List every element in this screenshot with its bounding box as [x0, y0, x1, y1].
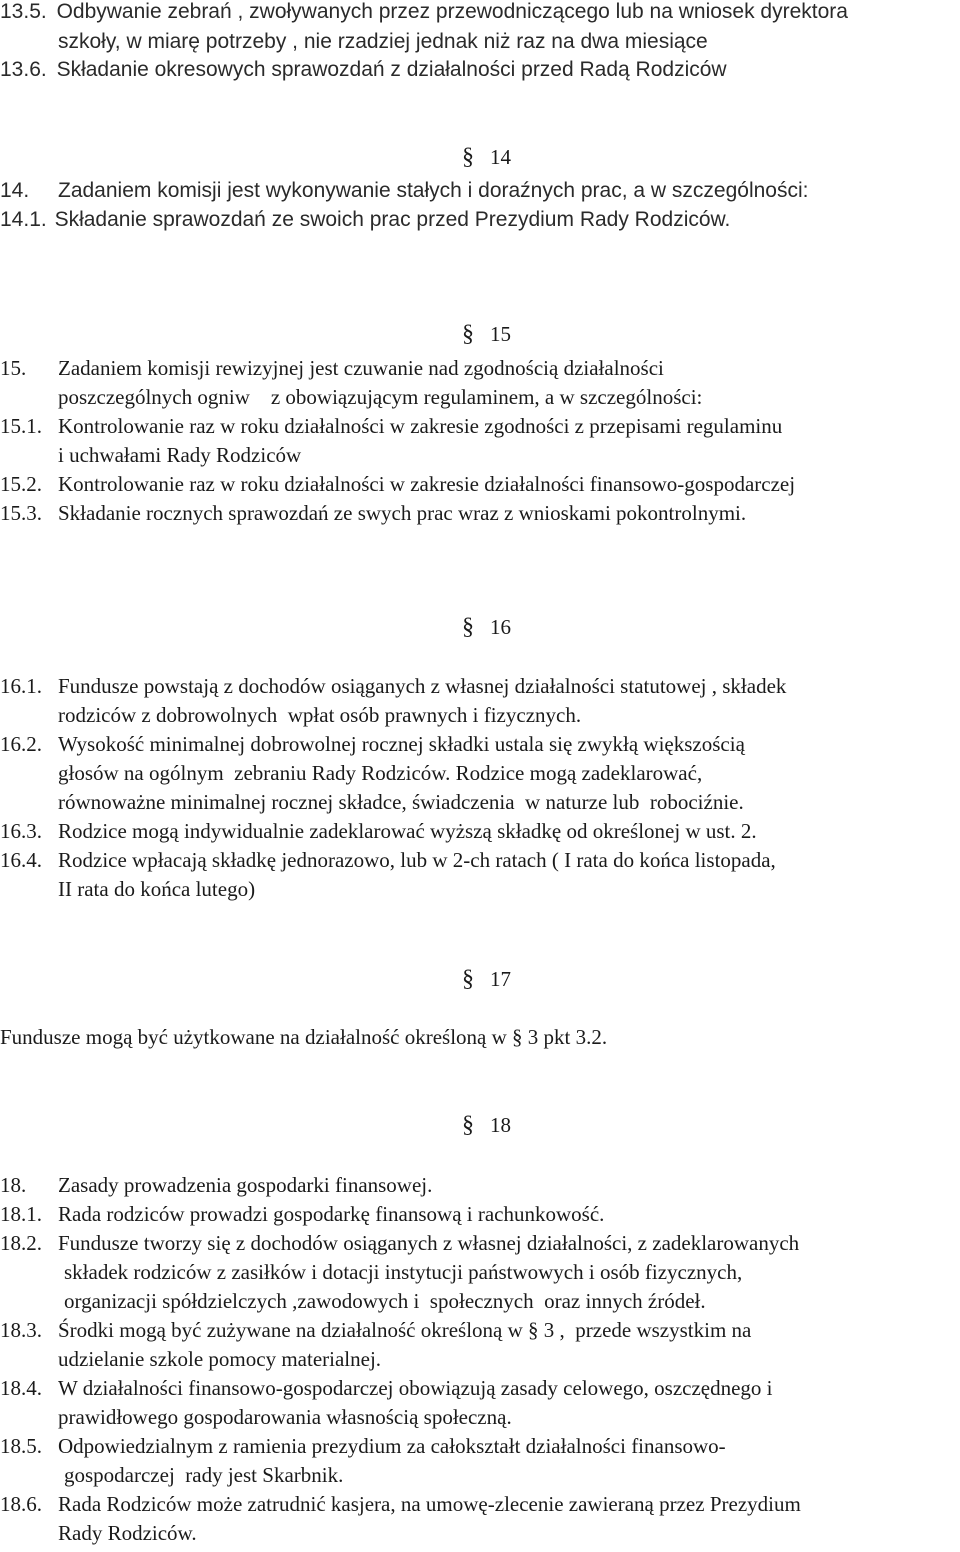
paragraph-text: Fundusze tworzy się z dochodów osiąganych z własnej działalności, z zadeklarowanych: [58, 1231, 800, 1255]
paragraph-number: 13.5.: [0, 0, 47, 23]
paragraph-16-2-continued-2: [58, 788, 744, 816]
paragraph-number: 13.6.: [0, 58, 47, 81]
section-symbol: §: [462, 966, 474, 992]
paragraph-text: Rada Rodziców może zatrudnić kasjera, na umowę-zlecenie zawieraną przez Prezydium: [58, 1492, 801, 1516]
paragraph-18-6: [0, 1490, 801, 1518]
paragraph-18-2: [0, 1229, 799, 1257]
paragraph-18-6-continued: [58, 1519, 197, 1547]
paragraph-number: 15.3.: [0, 501, 42, 525]
paragraph-number: 18.6.: [0, 1492, 42, 1516]
paragraph-18-2-continued: [64, 1258, 742, 1286]
section-heading-18: [462, 1111, 511, 1139]
paragraph-text: Fundusze mogą być użytkowane na działalność określoną w § 3 pkt 3.2.: [0, 1025, 608, 1049]
paragraph-text: Wysokość minimalnej dobrowolnej rocznej składki ustala się zwykłą większością: [58, 732, 745, 756]
paragraph-text: prawidłowego gospodarowania własnością społeczną.: [58, 1405, 512, 1429]
paragraph-text: głosów na ogólnym zebraniu Rady Rodziców. Rodzice mogą zadeklarować,: [58, 761, 703, 785]
paragraph-text: W działalności finansowo-gospodarczej obowiązują zasady celowego, oszczędnego i: [58, 1376, 773, 1400]
paragraph-18-3: [0, 1316, 751, 1344]
paragraph-text: szkoły, w miarę potrzeby , nie rzadziej jednak niż raz na dwa miesiące: [58, 30, 708, 53]
section-symbol: §: [462, 321, 474, 347]
paragraph-number: 18.5.: [0, 1434, 42, 1458]
paragraph-13-6: [0, 56, 727, 84]
paragraph-15-3: [0, 499, 746, 527]
paragraph-text: Odpowiedzialnym z ramienia prezydium za całokształt działalności finansowo-: [58, 1434, 726, 1458]
paragraph-15-1-continued: [58, 441, 301, 469]
paragraph-18-3-continued: [58, 1345, 381, 1373]
paragraph-number: 16.3.: [0, 819, 42, 843]
paragraph-number: 16.1.: [0, 674, 42, 698]
paragraph-14: [0, 177, 808, 205]
paragraph-text: organizacji spółdzielczych ,zawodowych i społecznych oraz innych źródeł.: [64, 1289, 706, 1313]
paragraph-text: poszczególnych ogniw z obowiązującym regulaminem, a w szczególności:: [58, 385, 703, 409]
paragraph-text: Kontrolowanie raz w roku działalności w zakresie działalności finansowo-gospodarczej: [58, 472, 796, 496]
paragraph-13-5: [0, 0, 848, 26]
paragraph-text: II rata do końca lutego): [58, 877, 256, 901]
paragraph-number: 18.4.: [0, 1376, 42, 1400]
paragraph-text: Rady Rodziców.: [58, 1521, 197, 1545]
section-number: 17: [490, 967, 511, 991]
paragraph-18-5: [0, 1432, 726, 1460]
section-heading-16: [462, 613, 511, 641]
paragraph-text: Kontrolowanie raz w roku działalności w zakresie zgodności z przepisami regulaminu: [58, 414, 783, 438]
section-number: 16: [490, 615, 511, 639]
paragraph-text: Zasady prowadzenia gospodarki finansowej.: [58, 1173, 433, 1197]
section-symbol: §: [462, 144, 474, 170]
paragraph-text: równoważne minimalnej rocznej składce, świadczenia w naturze lub robociźnie.: [58, 790, 744, 814]
paragraph-14-1: [0, 206, 730, 234]
paragraph-16-2-continued: [58, 759, 702, 787]
paragraph-text: udzielanie szkole pomocy materialnej.: [58, 1347, 382, 1371]
paragraph-text: Składanie rocznych sprawozdań ze swych prac wraz z wnioskami pokontrolnymi.: [58, 501, 747, 525]
paragraph-text: Zadaniem komisji jest wykonywanie stałych i doraźnych prac, a w szczególności:: [58, 179, 809, 202]
paragraph-number: 15.1.: [0, 414, 42, 438]
paragraph-text: Fundusze powstają z dochodów osiąganych z własnej działalności statutowej , składek: [58, 674, 787, 698]
paragraph-number: 14.: [0, 179, 30, 202]
section-number: 14: [490, 145, 511, 169]
paragraph-number: 16.4.: [0, 848, 42, 872]
paragraph-number: 15.2.: [0, 472, 42, 496]
paragraph-13-5-continued: [58, 28, 708, 56]
paragraph-text: i uchwałami Rady Rodziców: [58, 443, 302, 467]
paragraph-text: Rada rodziców prowadzi gospodarkę finansową i rachunkowość.: [58, 1202, 605, 1226]
paragraph-number: 18.3.: [0, 1318, 42, 1342]
paragraph-18-1: [0, 1200, 604, 1228]
paragraph-text: Środki mogą być zużywane na działalność określoną w § 3 , przede wszystkim na: [58, 1318, 752, 1342]
paragraph-18-4-continued: [58, 1403, 512, 1431]
paragraph-text: Rodzice mogą indywidualnie zadeklarować wyższą składkę od określonej w ust. 2.: [58, 819, 757, 843]
paragraph-16-4: [0, 846, 776, 874]
paragraph-number: 14.1.: [0, 208, 47, 231]
paragraph-15-2: [0, 470, 795, 498]
paragraph-15-1: [0, 412, 782, 440]
section-heading-15: [462, 320, 511, 348]
paragraph-16-1-continued: [58, 701, 581, 729]
section-heading-14: [462, 143, 511, 171]
paragraph-text: Zadaniem komisji rewizyjnej jest czuwanie nad zgodnością działalności: [58, 356, 664, 380]
section-number: 15: [490, 322, 511, 346]
paragraph-16-2: [0, 730, 745, 758]
section-heading-17: [462, 965, 511, 993]
paragraph-text: gospodarczej rady jest Skarbnik.: [64, 1463, 344, 1487]
paragraph-number: 18.1.: [0, 1202, 42, 1226]
paragraph-18-2-continued-2: [64, 1287, 706, 1315]
paragraph-18: [0, 1171, 432, 1199]
paragraph-18-4: [0, 1374, 773, 1402]
paragraph-16-3: [0, 817, 757, 845]
paragraph-18-5-continued: [64, 1461, 343, 1489]
paragraph-text: Odbywanie zebrań , zwoływanych przez przewodniczącego lub na wniosek dyrektora: [56, 0, 848, 23]
section-symbol: §: [462, 1112, 474, 1138]
paragraph-15-continued: [58, 383, 702, 411]
section-number: 18: [490, 1113, 511, 1137]
paragraph-16-4-continued: [58, 875, 255, 903]
paragraph-text: Składanie sprawozdań ze swoich prac przed Prezydium Rady Rodziców.: [54, 208, 731, 231]
paragraph-16-1: [0, 672, 786, 700]
paragraph-number: 16.2.: [0, 732, 42, 756]
section-symbol: §: [462, 614, 474, 640]
paragraph-15: [0, 354, 664, 382]
paragraph-text: Składanie okresowych sprawozdań z działalności przed Radą Rodziców: [56, 58, 727, 81]
paragraph-number: 18.: [0, 1173, 27, 1197]
paragraph-text: składek rodziców z zasiłków i dotacji instytucji państwowych i osób fizycznych,: [64, 1260, 743, 1284]
paragraph-number: 18.2.: [0, 1231, 42, 1255]
paragraph-text: rodziców z dobrowolnych wpłat osób prawnych i fizycznych.: [58, 703, 582, 727]
paragraph-text: Rodzice wpłacają składkę jednorazowo, lub w 2-ch ratach ( I rata do końca listopada,: [58, 848, 776, 872]
paragraph-number: 15.: [0, 356, 27, 380]
paragraph-17: [0, 1023, 607, 1051]
